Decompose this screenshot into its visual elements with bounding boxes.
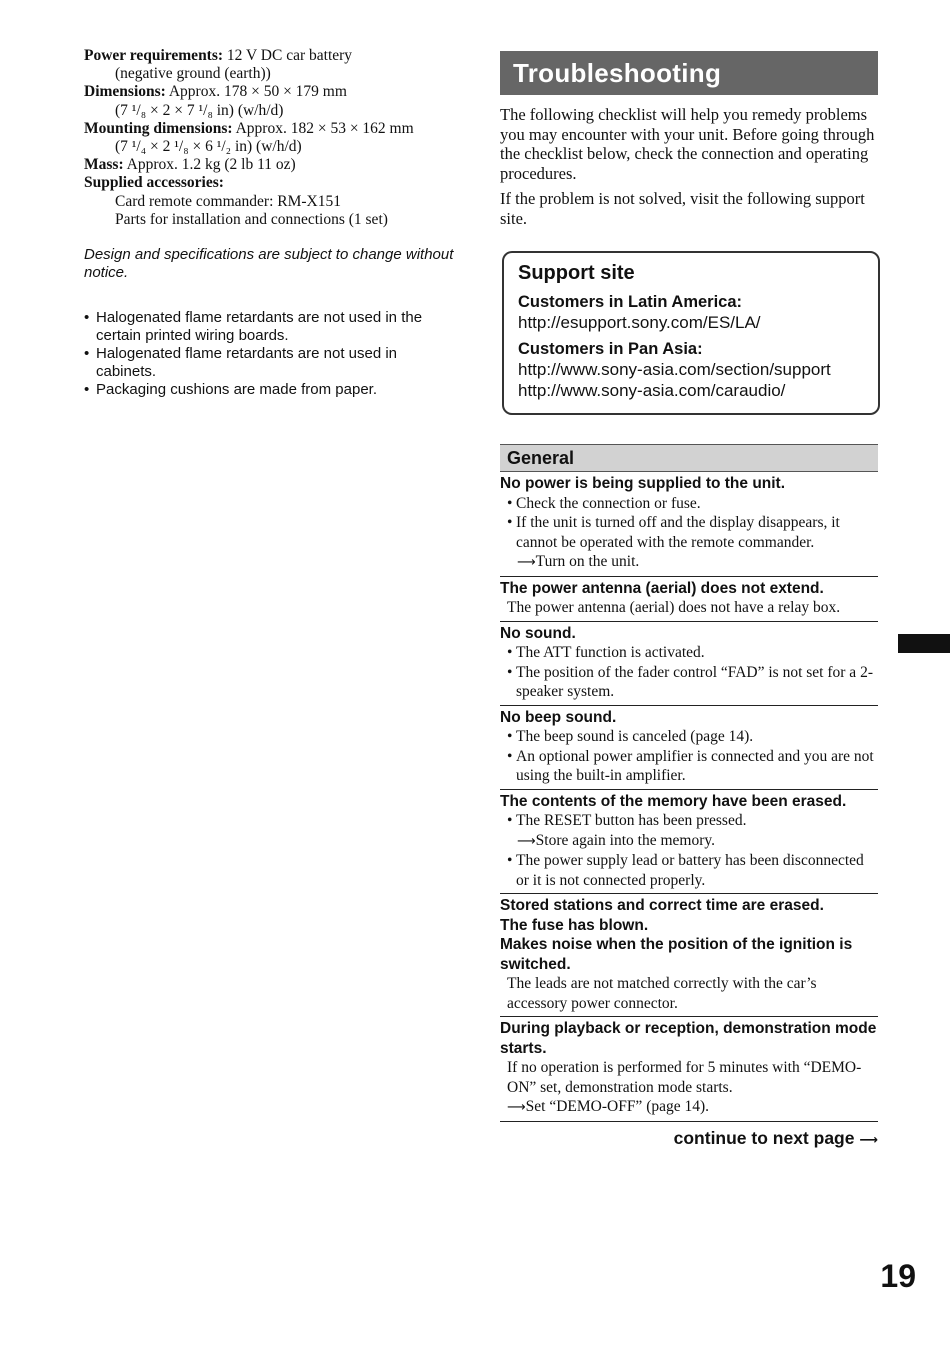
solution-bullet: • The beep sound is canceled (page 14). (507, 727, 878, 747)
arrow-icon: ⟶ (517, 555, 536, 570)
solution (500, 643, 878, 702)
trouble-item (500, 894, 878, 1017)
list-item: • Packaging cushions are made from paper. (84, 381, 456, 399)
mass-label: Mass: (84, 156, 124, 174)
solution (500, 1058, 878, 1118)
problem-title: No beep sound. (500, 708, 617, 726)
pan-asia-url[interactable]: http://www.sony-asia.com/caraudio/ (518, 381, 786, 400)
mounting-inch: (7 ¹/₄ × 2 ¹/₈ × 6 ¹/₂ in) (w/h/d) (115, 138, 302, 156)
page-number: 19 (880, 1258, 916, 1294)
solution-text: The power antenna (aerial) does not have a relay box. (507, 599, 841, 616)
solution-bullet: • An optional power amplifier is connected and you are not using the built-in amplifier. (507, 747, 878, 786)
trouble-item (500, 472, 878, 577)
solution-bullet: • The ATT function is activated. (507, 643, 878, 663)
general-section (500, 444, 878, 1122)
list-item: • Halogenated flame retardants are not used in the certain printed wiring boards. (84, 309, 456, 345)
section-tab-marker (898, 634, 950, 653)
intro-text (500, 105, 878, 228)
support-site-box (502, 251, 880, 415)
trouble-item (500, 790, 878, 895)
problem-title: The power antenna (aerial) does not extend. (500, 579, 824, 597)
problem-title: The fuse has blown. (500, 916, 649, 934)
specifications-list (84, 47, 456, 229)
section-banner: Troubleshooting (500, 51, 878, 95)
mounting-label: Mounting dimensions: (84, 119, 233, 137)
accessories-label: Supplied accessories: (84, 174, 224, 192)
pan-asia-url[interactable]: http://www.sony-asia.com/section/support (518, 360, 831, 379)
solution-action: Store again into the memory. (535, 831, 715, 849)
accessory-item: Parts for installation and connections (1 set) (115, 210, 388, 228)
troubleshooting-column (500, 51, 878, 234)
solution (500, 494, 878, 573)
dimensions-value: Approx. 178 × 50 × 179 mm (165, 83, 347, 101)
solution-bullet: • Check the connection or fuse. (507, 494, 878, 514)
problem-title: No power is being supplied to the unit. (500, 475, 786, 492)
list-item: • Halogenated flame retardants are not used in cabinets. (84, 345, 456, 381)
spec-change-note: Design and specifications are subject to change without notice. (84, 246, 454, 282)
accessory-item: Card remote commander: RM-X151 (115, 192, 341, 210)
problem-title: Stored stations and correct time are erased. (500, 897, 824, 914)
solution (500, 811, 878, 890)
dimensions-inch: (7 ¹/₈ × 2 × 7 ¹/₈ in) (w/h/d) (115, 101, 284, 119)
intro-paragraph: If the problem is not solved, visit the following support site. (500, 189, 865, 228)
trouble-item (500, 577, 878, 622)
latin-america-label: Customers in Latin America: (518, 293, 743, 311)
problem-title: During playback or reception, demonstration mode starts. (500, 1020, 877, 1057)
trouble-item (500, 706, 878, 790)
support-title: Support site (518, 262, 635, 284)
arrow-icon: ⟶ (859, 1133, 878, 1148)
pan-asia-label: Customers in Pan Asia: (518, 340, 703, 358)
arrow-icon: ⟶ (517, 833, 536, 849)
solution-action: Set “DEMO-OFF” (page 14). (525, 1098, 710, 1115)
mass-value: Approx. 1.2 kg (2 lb 11 oz) (123, 156, 296, 174)
eco-bullet-list (84, 309, 456, 399)
solution-bullet: • The RESET button has been pressed. (507, 811, 878, 831)
solution-text: The leads are not matched correctly with the car’s accessory power connector. (507, 975, 817, 1012)
arrow-icon: ⟶ (507, 1100, 526, 1115)
problem-title: The contents of the memory have been erased. (500, 792, 847, 810)
solution-text: If no operation is performed for 5 minutes with “DEMO-ON” set, demonstration mode starts. (507, 1059, 862, 1096)
problem-title: No sound. (500, 624, 576, 642)
power-value: 12 V DC car battery (223, 47, 353, 64)
solution-bullet: • The position of the fader control “FAD” is not set for a 2-speaker system. (507, 663, 878, 702)
continue-label: continue to next page (673, 1128, 855, 1148)
mounting-value: Approx. 182 × 53 × 162 mm (232, 119, 414, 137)
solution (500, 727, 878, 786)
trouble-item (500, 1017, 878, 1122)
latin-america-url[interactable]: http://esupport.sony.com/ES/LA/ (518, 313, 761, 332)
solution-bullet: • The power supply lead or battery has been disconnected or it is not connected properly. (507, 851, 878, 890)
power-value-cont: (negative ground (earth)) (115, 65, 271, 83)
dimensions-label: Dimensions: (84, 83, 166, 101)
power-label: Power requirements: (84, 47, 224, 64)
problem-title: Makes noise when the position of the ignition is switched. (500, 936, 853, 973)
intro-paragraph: The following checklist will help you remedy problems you may encounter with your unit. Before going through the checklist below, check the connection and operating procedures. (500, 105, 875, 183)
solution-action: Turn on the unit. (535, 553, 640, 570)
trouble-item (500, 622, 878, 706)
continue-next-page (674, 1128, 878, 1149)
general-heading: General (500, 444, 878, 472)
specifications-column (84, 47, 456, 399)
solution-bullet: • If the unit is turned off and the display disappears, it cannot be operated with the remote commander. (507, 513, 878, 552)
